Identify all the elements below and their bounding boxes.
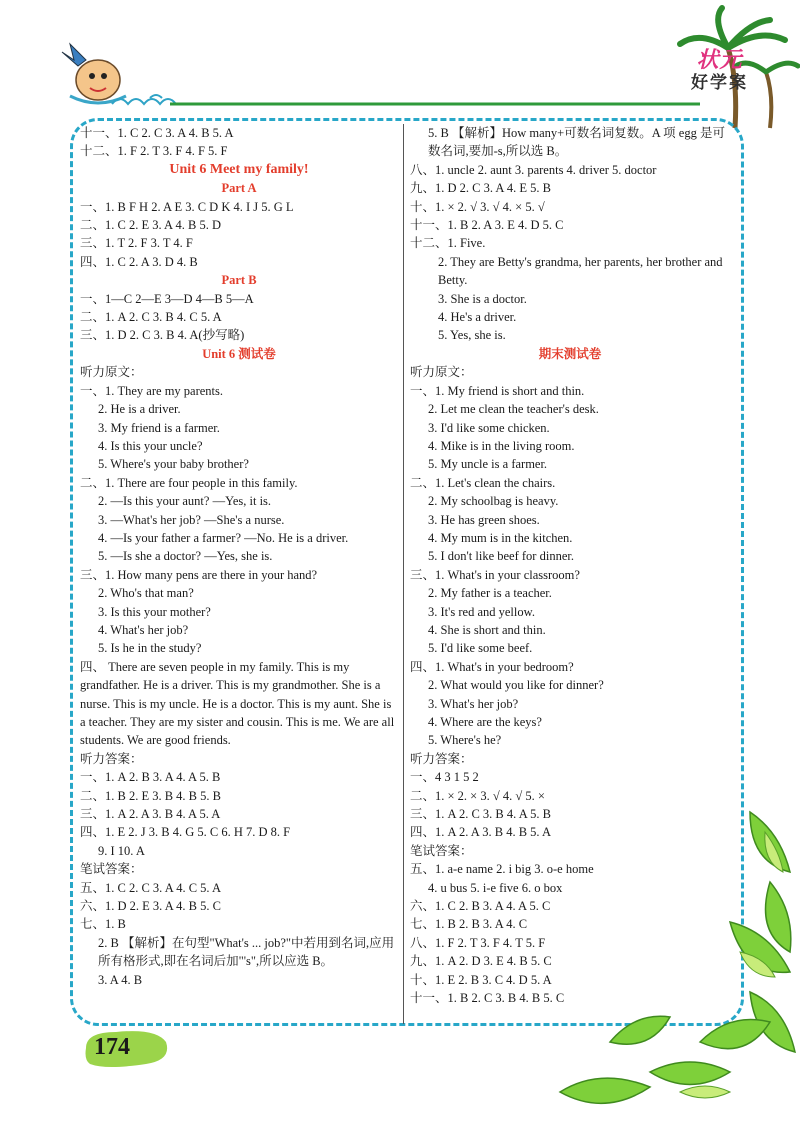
answer-line: 3. —What's her job? —She's a nurse. (98, 512, 285, 527)
answer-line: 3. A 4. B (98, 972, 143, 987)
answer-line: 一、1. A 2. B 3. A 4. A 5. B (80, 770, 221, 785)
answer-line: 三、1. How many pens are there in your hand? (80, 567, 318, 582)
answer-line: 四、1. What's in your bedroom? (410, 659, 574, 674)
answer-line: 笔试答案： (410, 843, 473, 858)
page-number-badge (80, 1028, 170, 1068)
answer-line: 2. My father is a teacher. (428, 586, 552, 601)
answer-line: 四、1. A 2. A 3. B 4. B 5. A (410, 825, 551, 840)
section-heading: Part A (221, 181, 257, 196)
answer-line: 3. It's red and yellow. (428, 604, 535, 619)
answer-line: 4. He's a driver. (438, 310, 517, 325)
answer-line: 2. My schoolbag is heavy. (428, 494, 559, 509)
answer-line: 一、1. They are my parents. (80, 383, 224, 398)
answer-line: 2. He is a driver. (98, 402, 181, 417)
answer-line: 3. My friend is a farmer. (98, 420, 220, 435)
page-number: 174 (94, 1034, 130, 1060)
answer-line: 4. u bus 5. i-e five 6. o box (428, 880, 563, 895)
section-heading: Part B (221, 273, 257, 288)
answer-line: 9. I 10. A (98, 843, 145, 858)
answer-line: 二、1. C 2. E 3. A 4. B 5. D (80, 218, 221, 233)
answer-line: 十、1. × 2. √ 3. √ 4. × 5. √ (410, 199, 545, 214)
answer-line: 二、1. There are four people in this family. (80, 475, 298, 490)
answer-line: 六、1. C 2. B 3. A 4. A 5. C (410, 899, 551, 914)
answer-line: 5. Where's he? (428, 733, 502, 748)
answer-line: 3. Is this your mother? (98, 604, 211, 619)
answer-line: 3. She is a doctor. (438, 291, 527, 306)
header-decoration (0, 0, 800, 130)
answer-line: 四、1. E 2. J 3. B 4. G 5. C 6. H 7. D 8. F (80, 825, 291, 840)
answer-line: 六、1. D 2. E 3. A 4. B 5. C (80, 899, 221, 914)
answer-line: 2. They are Betty's grandma, her parents, her brother and Betty. (438, 254, 723, 288)
answer-line: 十一、1. B 2. C 3. B 4. B 5. C (410, 991, 565, 1006)
brand-title: 状元 (696, 48, 743, 73)
answer-line: 十二、1. Five. (410, 236, 486, 251)
answer-line: 三、1. T 2. F 3. T 4. F (80, 236, 193, 251)
answer-line: 十一、1. B 2. A 3. E 4. D 5. C (410, 218, 564, 233)
answer-line: 2. Who's that man? (98, 586, 194, 601)
answer-line: 九、1. D 2. C 3. A 4. E 5. B (410, 181, 551, 196)
answer-line: 二、1. Let's clean the chairs. (410, 475, 556, 490)
cloud-decoration-icon (112, 95, 176, 104)
answer-line: 七、1. B 2. B 3. A 4. C (410, 917, 528, 932)
brand-logo (691, 50, 748, 92)
brand-subtitle: 好学案 (691, 73, 748, 93)
answer-line: 5. I'd like some beef. (428, 641, 533, 656)
answer-line: 听力答案： (80, 751, 143, 766)
answer-line: 听力原文： (410, 365, 473, 380)
section-heading: Unit 6 测试卷 (202, 346, 276, 361)
cartoon-character-icon (62, 44, 126, 103)
answer-line: 三、1. A 2. C 3. B 4. A 5. B (410, 807, 551, 822)
answer-line: 二、1. × 2. × 3. √ 4. √ 5. × (410, 788, 545, 803)
answer-line: 3. He has green shoes. (428, 512, 540, 527)
answer-line: 4. My mum is in the kitchen. (428, 530, 573, 545)
answer-line: 5. Yes, she is. (438, 328, 506, 343)
answer-line: 四、 There are seven people in my family. This is my grandfather. He is a driver. This is my grandmother. She is a nurse. This is my uncle. He is a doctor. This is my aunt. She is a teacher. They are my sister and cousin. This is me. We are all students. We are good friends. (80, 659, 395, 748)
answer-line: 4. Where are the keys? (428, 715, 542, 729)
answer-line: 三、1. What's in your classroom? (410, 567, 580, 582)
answer-line: 5. Where's your baby brother? (98, 457, 249, 472)
answer-line: 八、1. F 2. T 3. F 4. T 5. F (410, 935, 546, 950)
answer-line: 二、1. A 2. C 3. B 4. C 5. A (80, 310, 222, 325)
answer-line: 五、1. a-e name 2. i big 3. o-e home (410, 862, 594, 877)
left-column (80, 124, 398, 989)
leaves-decoration-icon (500, 792, 800, 1122)
answer-line: 一、1—C 2—E 3—D 4—B 5—A (80, 291, 254, 306)
answer-line: 九、1. A 2. D 3. E 4. B 5. C (410, 954, 552, 969)
answer-line: 3. What's her job? (428, 696, 519, 711)
answer-line: 2. What would you like for dinner? (428, 678, 604, 693)
answer-line: 笔试答案： (80, 862, 143, 877)
answer-line: 5. I don't like beef for dinner. (428, 549, 574, 564)
section-heading: Unit 6 Meet my family! (169, 161, 309, 177)
answer-line: 五、1. C 2. C 3. A 4. C 5. A (80, 880, 221, 895)
answer-line: 听力答案： (410, 751, 473, 766)
section-heading: 期末测试卷 (538, 346, 602, 361)
answer-line: 三、1. A 2. A 3. B 4. A 5. A (80, 807, 221, 822)
answer-line: 3. I'd like some chicken. (428, 420, 550, 435)
answer-line: 2. Let me clean the teacher's desk. (428, 402, 599, 417)
answer-line: 十、1. E 2. B 3. C 4. D 5. A (410, 972, 552, 987)
answer-line: 十二、1. F 2. T 3. F 4. F 5. F (80, 144, 228, 159)
column-divider (403, 124, 404, 1024)
answer-line: 一、1. B F H 2. A E 3. C D K 4. I J 5. G L (80, 199, 294, 214)
answer-line: 4. —Is your father a farmer? —No. He is a driver. (98, 530, 349, 545)
answer-line: 4. What's her job? (98, 622, 189, 637)
answer-line: 5. My uncle is a farmer. (428, 457, 548, 472)
answer-line: 三、1. D 2. C 3. B 4. A(抄写略) (80, 328, 245, 343)
answer-line: 十一、1. C 2. C 3. A 4. B 5. A (80, 126, 234, 140)
answer-line: 听力原文： (80, 365, 143, 380)
answer-line: 一、1. My friend is short and thin. (410, 383, 585, 398)
answer-line: 二、1. B 2. E 3. B 4. B 5. B (80, 788, 221, 803)
answer-line: 八、1. uncle 2. aunt 3. parents 4. driver 5. doctor (410, 162, 657, 177)
answer-line: 2. B 【解析】在句型"What's ... job?"中若用到名词,应用所有格形式,即在名词后加"'s",所以应选 B。 (98, 935, 395, 969)
answer-line: 4. Is this your uncle? (98, 438, 203, 453)
answer-line: 2. —Is this your aunt? —Yes, it is. (98, 494, 272, 509)
answer-line: 七、1. B (80, 917, 126, 932)
answer-line: 4. She is short and thin. (428, 622, 546, 637)
answer-line: 5. —Is she a doctor? —Yes, she is. (98, 549, 273, 564)
answer-line: 5. Is he in the study? (98, 641, 202, 656)
answer-line: 4. Mike is in the living room. (428, 438, 575, 453)
answer-line: 四、1. C 2. A 3. D 4. B (80, 254, 198, 269)
answer-line: 一、4 3 1 5 2 (410, 770, 479, 785)
answer-line: 5. B 【解析】How many+可数名词复数。A 项 egg 是可数名词,要加-s,所以选 B。 (428, 126, 725, 159)
